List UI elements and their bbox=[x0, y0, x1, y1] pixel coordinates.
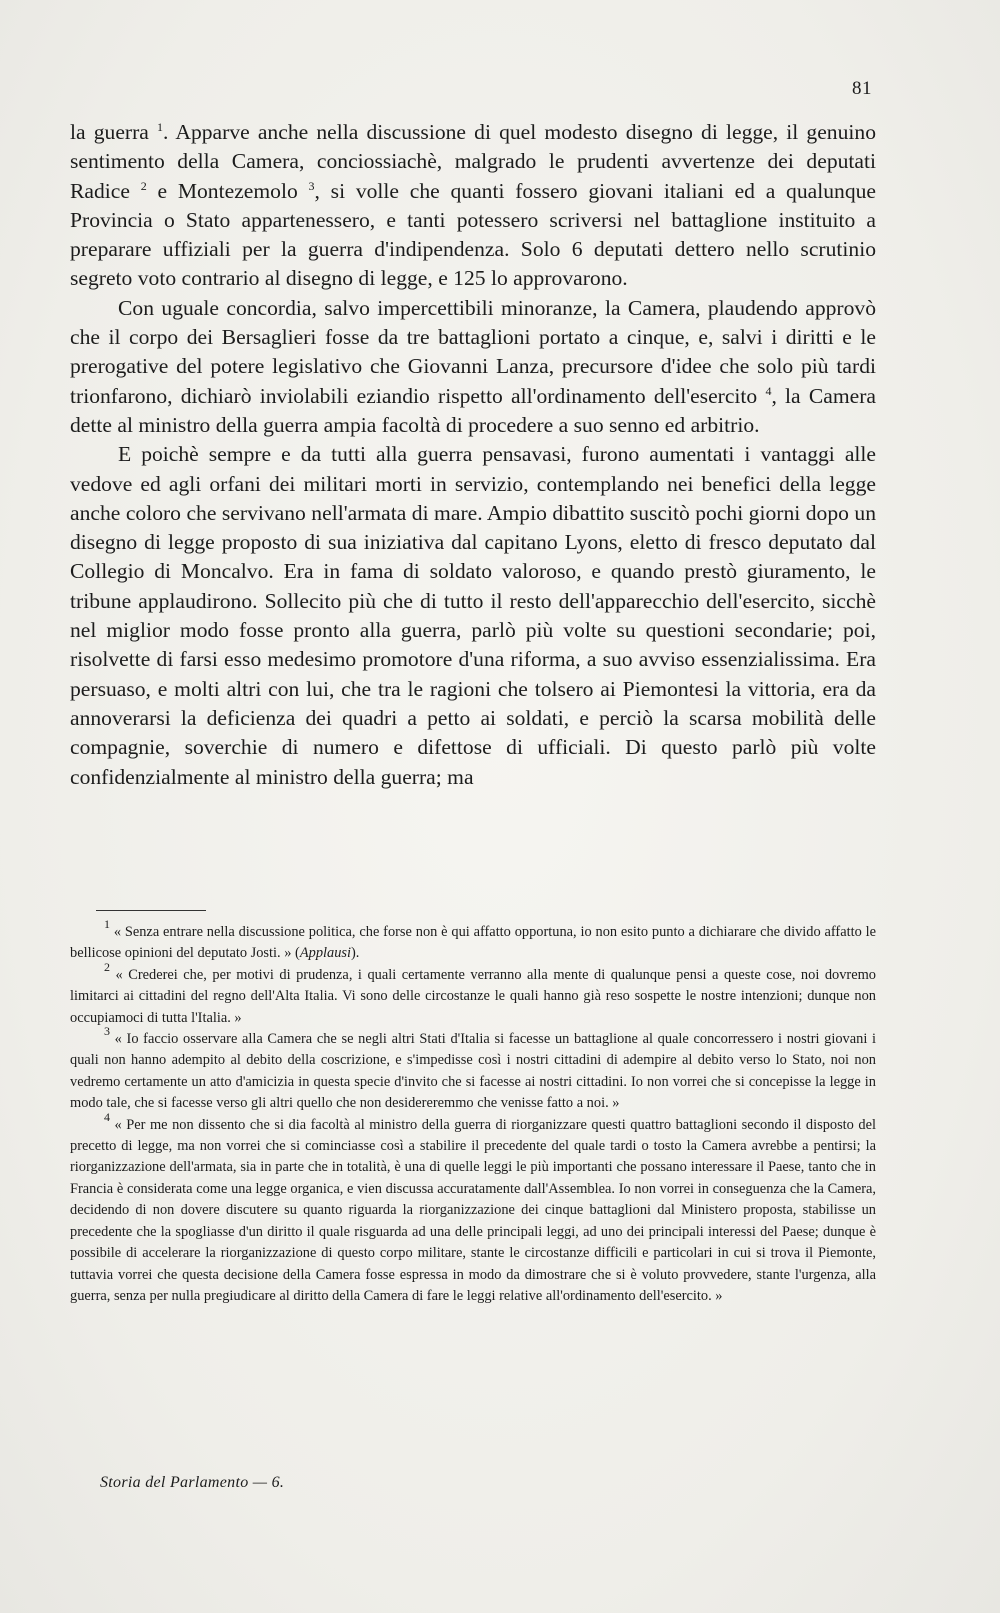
main-text bbox=[70, 118, 876, 792]
paragraph-1-text-d: , si volle che quanti fossero giovani italiani ed a qualunque Provincia o Stato appartenessero, e tanti potessero scriversi nel battaglione instituito a preparare uffiziali per la guerra d'indipendenza. Solo 6 deputati dettero nello scrutinio segreto voto contrario al disegno di legge, e 125 lo approvarono. bbox=[70, 178, 877, 291]
paragraph-1-text-b: . Apparve anche nella discussione di quel modesto disegno di legge, il genuino sentimento della Camera, conciossiachè, malgrado le prudenti avvertenze dei deputati Radice bbox=[70, 120, 876, 203]
footnote-2-number: 2 bbox=[104, 959, 110, 974]
paragraph-2-text-b: , la Camera dette al ministro della guerra ampia facoltà di procedere a suo senno ed arbitrio. bbox=[70, 383, 876, 437]
footnote-1 bbox=[70, 917, 876, 965]
footnote-3 bbox=[70, 1024, 876, 1115]
footnote-2 bbox=[70, 959, 876, 1029]
footnote-ref-2: 2 bbox=[140, 178, 147, 193]
paragraph-2 bbox=[70, 294, 876, 440]
footnote-4-number: 4 bbox=[104, 1109, 110, 1124]
footnote-1-italic: Applausi bbox=[299, 945, 351, 962]
footnote-ref-1: 1 bbox=[157, 120, 164, 134]
footnote-1-text: « Senza entrare nella discussione politica, che forse non è qui affatto opportuna, io non esito punto a dichiarare che divido affatto le bellicose opinioni del deputato Josti. » ( bbox=[70, 924, 876, 962]
footnote-divider bbox=[96, 910, 206, 911]
paragraph-1-text-a: la guerra bbox=[70, 120, 158, 144]
footnote-4 bbox=[70, 1109, 876, 1308]
signature-footer: Storia del Parlamento — 6. bbox=[100, 1474, 285, 1491]
footnote-4-text: « Per me non dissento che si dia facoltà al ministro della guerra di riorganizzare questi quattro battaglioni secondo il disposto del precetto di legge, ma non vorrei che si cominciasse così a stabilire il precedente del quale tardi o tosto la Camera avrebbe a pentirsi; la riorganizzazione dell'armata, sia in parte che in totalità, è una di quelle leggi le più importanti che possano interessare il Paese, tanto che in Francia è considerata come una legge organica, e vien discussa accuratamente dall'Assemblea. Io non vorrei in conseguenza che la Camera, decidendo di non dovere discutere su quanto riguarda la riorganizzazione dei cinque battaglioni dal Ministero proposta, stabilisse un precedente che la spogliasse d'un diritto il quale risguarda ad una delle principali leggi, ad uno dei principali interessi del Paese; dunque è possibile di accelerare la riorganizzazione di questo corpo militare, stante le circostanze difficili e particolari in cui si trova il Piemonte, tuttavia vorrei che questa decisione della Camera fosse espressa in modo da dimostrare che si è voluto provvedere, stante l'urgenza, alla guerra, senza per nulla pregiudicare al diritto della Camera di fare le leggi relative all'ordinamento dell'esercito. » bbox=[70, 1116, 876, 1304]
paragraph-1-text-c: e Montezemolo bbox=[146, 178, 309, 203]
footnote-1-tail: ). bbox=[351, 945, 360, 962]
footnote-ref-4: 4 bbox=[765, 383, 772, 398]
footnote-1-number: 1 bbox=[104, 917, 110, 931]
footnote-2-text: « Crederei che, per motivi di prudenza, i quali certamente verranno alla mente di qualunque pensi a queste cose, noi dovremo limitarci ai cittadini del regno dell'Alta Italia. Vi sono delle circostanze le quali hanno già reso sospette le nostre intenzioni; dunque non occupiamoci di tutta l'Italia. » bbox=[70, 966, 876, 1026]
footnotes bbox=[70, 917, 876, 1307]
paragraph-2-text-a: Con uguale concordia, salvo impercettibili minoranze, la Camera, plaudendo approvò che il corpo dei Bersaglieri fosse da tre battaglioni portato a cinque, e, salvi i diritti e le prerogative del potere legislativo che Giovanni Lanza, precursore d'idee che solo più tardi trionfarono, dichiarò inviolabili eziandio rispetto all'ordinamento dell'esercito bbox=[70, 295, 876, 408]
footnote-3-text: « Io faccio osservare alla Camera che se negli altri Stati d'Italia si facesse un battaglione al quale concorressero i nostri giovani i quali non hanno adempito al debito della coscrizione, e s'impedisse così i nostri cittadini di adempire al debito verso lo Stato, noi non vedremo certamente un atto d'amicizia in questa specie d'invito che si facesse ai nostri cittadini. Io non vorrei che si concepisse la legge in modo tale, che si facesse verso gli altri quello che non desidereremmo che venisse fatto a noi. » bbox=[70, 1031, 876, 1112]
paragraph-3: E poichè sempre e da tutti alla guerra pensavasi, furono aumentati i vantaggi alle vedove ed agli orfani dei militari morti in servizio, contemplando nei benefici della legge anche coloro che servivano nell'armata di mare. Ampio dibattito suscitò pochi giorni dopo un disegno di legge proposto di sua iniziativa dal capitano Lyons, eletto di fresco deputato dal Collegio di Moncalvo. Era in fama di soldato valoroso, e quando prestò giuramento, le tribune applaudirono. Sollecito più che di tutto il resto dell'apparecchio dell'esercito, sicchè nel miglior modo fosse pronto alla guerra, parlò più volte su questioni secondarie; poi, risolvette di farsi esso medesimo promotore d'una riforma, a suo avviso essenzialissima. Era persuaso, e molti altri con lui, che tra le ragioni che tolsero ai Piemontesi la vittoria, era da annoverarsi la deficienza dei quadri a petto ai soldati, e perciò la scarsa mobilità delle compagnie, soverchie di numero e difettose di ufficiali. Di questo parlò più volte confidenzialmente al ministro della guerra; ma bbox=[70, 442, 876, 789]
footnote-3-number: 3 bbox=[104, 1024, 110, 1039]
footnote-ref-3: 3 bbox=[308, 178, 315, 193]
page-number: 81 bbox=[852, 78, 872, 99]
paragraph-1 bbox=[70, 118, 876, 294]
